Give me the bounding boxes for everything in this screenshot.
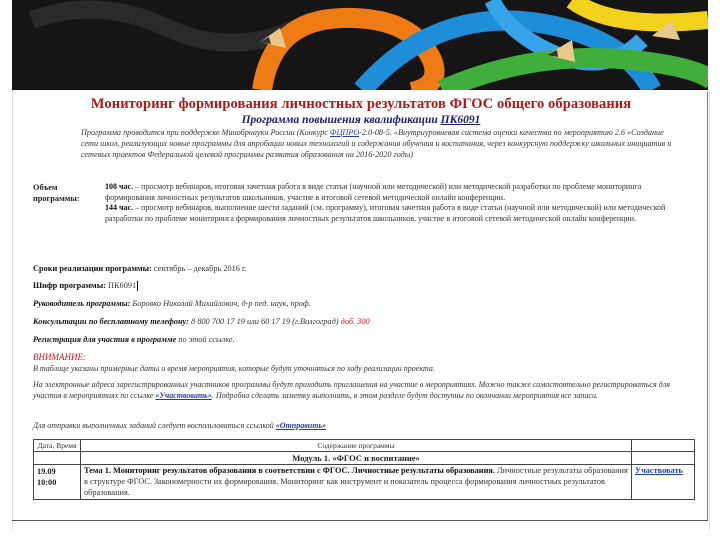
schedule-table (33, 439, 695, 500)
volume-144-text: – просмотр вебинаров, выполнение шести заданий (см. программу), итоговая зачетная работа в виде статьи (научной или методической) или методической разработки по проблеме мониторинга формирования личностных результатов школьников, участие в итоговой сетевой методической онлайн конференции. (105, 203, 666, 224)
consult-label: Консультации по бесплатному телефону: (33, 317, 189, 326)
intro-text-1: Программа проводится при поддержке Минобрнауки России (Конкурс (81, 128, 328, 137)
registration-label: Регистрация для участия в программе (33, 335, 177, 344)
header-banner-image (12, 0, 708, 90)
page-title: Мониторинг формирования личностных результатов ФГОС общего образования (90, 96, 632, 112)
module-row-empty-2 (632, 452, 695, 465)
module-title: Модуль 1. «ФГОС и воспитание» (81, 452, 632, 465)
cipher-row (33, 280, 138, 291)
program-code: ПК6091 (440, 114, 481, 126)
volume-108-text: – просмотр вебинаров, итоговая зачетная работа в виде статьи (научной или методической) или методической разработки по проблеме мониторинга формирования личностных результатов школьников, участие в итоговой сетевой методической онлайн конференции. (105, 182, 642, 202)
topic-description: Личностные результаты образования в структуре ФГОС. Закономерности их формирования. Мониторинг как инструмент и показатель процесса формирования личностных результатов образования. (84, 466, 628, 497)
program-page (12, 90, 710, 530)
head-label: Руководитель программы: (33, 299, 131, 308)
module-row (34, 452, 695, 465)
head-row (33, 298, 311, 309)
col-date-header: Дата, Время (34, 440, 81, 452)
row-time: 10:00 (37, 478, 57, 487)
row-date: 19.09 (37, 467, 56, 476)
volume-label: Объем программы: (33, 183, 80, 203)
volume-144-hours: 144 час. (105, 203, 134, 213)
registration-row (33, 334, 235, 345)
participate-button[interactable]: Участвовать (635, 466, 683, 475)
program-subtitle (13, 114, 709, 126)
bottom-divider (12, 520, 708, 521)
text-cursor (137, 281, 138, 291)
right-border (707, 92, 708, 520)
attention-heading: ВНИМАНИЕ: (33, 352, 86, 362)
table-header-row (34, 440, 695, 452)
note-registration-text-2: . Подробно сделать заметку выполнить, в этом разделе будут доступны по окончании мероприятия все записи. (211, 390, 598, 400)
module-row-empty (34, 452, 81, 465)
consult-phone: 8 800 700 17 19 или 60 17 19 (г.Волгоград) (188, 317, 341, 326)
head-value: Боровко Николай Михайлович, д-р пед. наук, проф. (130, 299, 311, 308)
row-date-cell (34, 465, 81, 500)
terms-label: Сроки реализации программы: (33, 264, 152, 273)
row-topic (81, 465, 632, 500)
cipher-label: Шифр программы: (33, 281, 106, 290)
intro-text-2: -2.0-08-5. «Внутриуровневая система оценки качества по мероприятию 2.6 «Создание сети школ, реализующих новые программы для апробации новых технологий и содержания обучения и воспитания, через конкурсную поддержку школьных инициатив и сетевых проектов Федеральной целевой программы развития образования на 2016-2020 годы) (81, 128, 672, 159)
row-action-cell (632, 465, 695, 500)
note-dates: В таблице указаны примерные даты и время мероприятия, которые будут уточняться по ходу реализации проекта. (33, 364, 435, 373)
fcpro-link[interactable]: ФЦПРО (329, 128, 360, 137)
terms-value: сентябрь – декабрь 2016 г. (151, 264, 247, 273)
note-registration-text: На электронные адреса зарегистрированных участников программы будут приходить приглашения на участие в мероприятиях. Можно также самостоятельно регистрироваться для участия в мероприятиях по ссылке (33, 380, 670, 400)
note-submit (33, 421, 693, 432)
col-content-header: Содержание программы (81, 440, 632, 452)
submit-link[interactable]: «Отправить» (275, 421, 327, 430)
table-row (34, 465, 695, 500)
terms-row (33, 263, 247, 274)
volume-108-hours: 108 час. (105, 182, 134, 191)
program-intro (81, 127, 681, 160)
consult-extension: доб. 300 (340, 317, 370, 326)
volume-description (105, 182, 673, 225)
note-submit-text: Для отправки выполненных заданий следует воспользоваться ссылкой (33, 421, 276, 430)
registration-link[interactable]: по этой ссылке. (176, 335, 235, 344)
participate-link[interactable]: «Участвовать» (155, 390, 212, 400)
subtitle-prefix: Программа повышения квалификации (241, 114, 438, 126)
topic-title: Тема 1. Мониторинг результатов образования в соответствии с ФГОС. Личностные результаты образования. (84, 466, 495, 475)
cipher-value: ПК6091 (105, 281, 137, 290)
note-registration (33, 380, 693, 402)
consult-row (33, 316, 370, 327)
col-action-header (632, 440, 695, 452)
